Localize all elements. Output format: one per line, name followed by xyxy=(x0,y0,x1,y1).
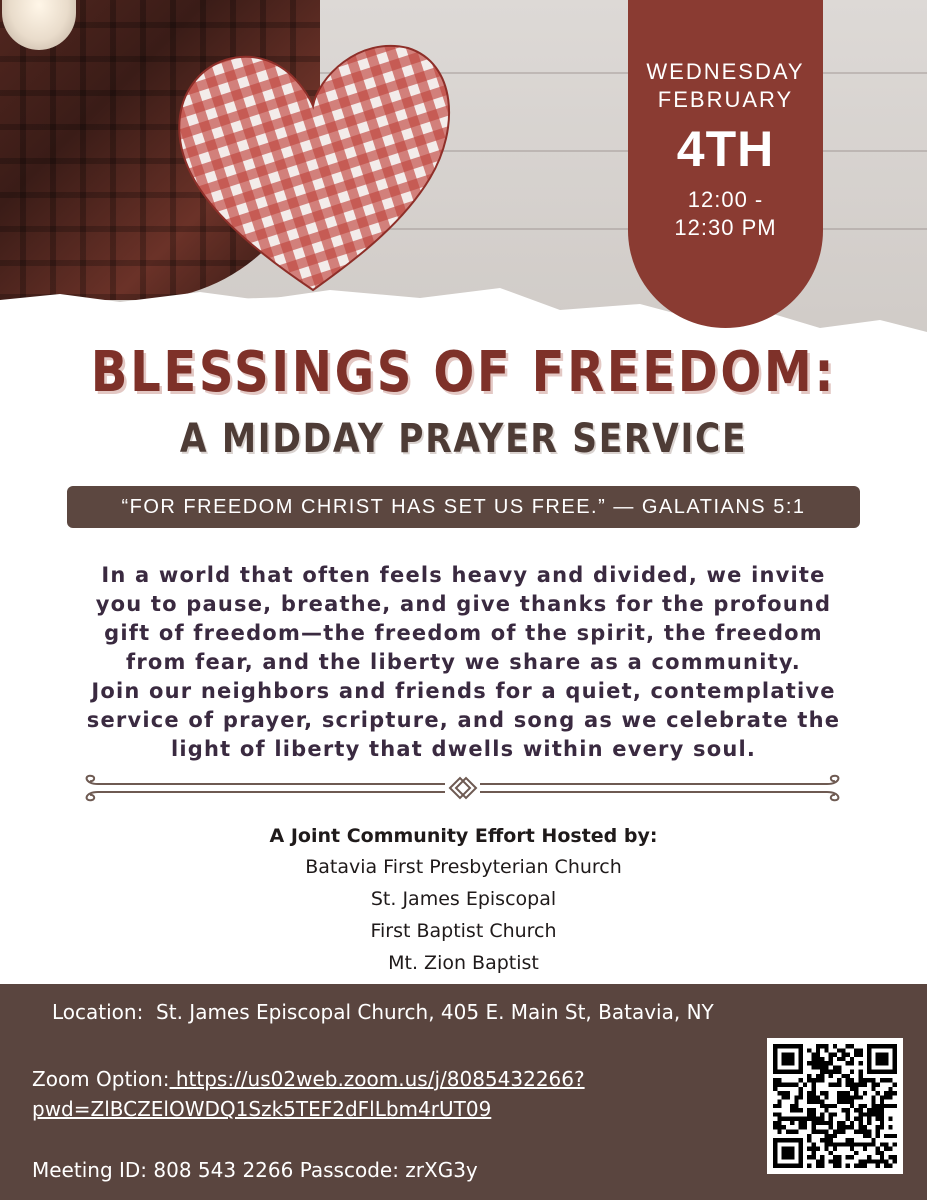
description-line: gift of freedom—the freedom of the spirit, the freedom xyxy=(104,621,823,645)
event-time-end: 12:30 PM xyxy=(674,215,777,240)
date-badge xyxy=(628,0,823,328)
hosts-heading: A Joint Community Effort Hosted by: xyxy=(269,825,658,847)
page-subtitle: A MIDDAY PRAYER SERVICE xyxy=(179,416,748,462)
description-line: from fear, and the liberty we share as a community. xyxy=(126,650,801,674)
hosts-section xyxy=(0,821,927,979)
event-description xyxy=(20,561,907,764)
qr-code-graphic xyxy=(773,1044,897,1168)
event-month: FEBRUARY xyxy=(657,87,794,112)
event-day: 4TH xyxy=(676,121,775,177)
zoom-link-part-2[interactable]: pwd=ZlBCZElOWDQ1Szk5TEF2dFlLbm4rUT09 xyxy=(32,1097,492,1121)
description-line: Join our neighbors and friends for a quiet, contemplative xyxy=(91,679,836,703)
description-line: you to pause, breathe, and give thanks for the profound xyxy=(95,592,832,616)
qr-code-icon[interactable] xyxy=(767,1038,903,1174)
description-line: service of prayer, scripture, and song as we celebrate the xyxy=(86,708,841,732)
zoom-label: Zoom Option: xyxy=(32,1067,170,1091)
gingham-heart-icon xyxy=(168,28,458,298)
meeting-id-passcode: Meeting ID: 808 543 2266 Passcode: zrXG3y xyxy=(32,1158,478,1182)
host-church: First Baptist Church xyxy=(370,920,557,942)
ornamental-divider-icon xyxy=(80,772,845,806)
event-day-of-week: WEDNESDAY xyxy=(646,59,805,84)
zoom-option xyxy=(32,1064,752,1124)
page-title: BLESSINGS OF FREEDOM: xyxy=(90,340,837,405)
location-text: Location: St. James Episcopal Church, 405 E. Main St, Batavia, NY xyxy=(52,1000,714,1024)
host-church: Batavia First Presbyterian Church xyxy=(305,856,622,878)
zoom-link-part-1[interactable]: https://us02web.zoom.us/j/8085432266? xyxy=(169,1067,585,1091)
host-church: St. James Episcopal xyxy=(370,888,557,910)
event-time-start: 12:00 - xyxy=(687,187,764,212)
scripture-verse-banner: “FOR FREEDOM CHRIST HAS SET US FREE.” — GALATIANS 5:1 xyxy=(67,486,860,528)
host-church: Mt. Zion Baptist xyxy=(388,952,539,974)
description-line: light of liberty that dwells within every soul. xyxy=(170,737,757,761)
description-line: In a world that often feels heavy and divided, we invite xyxy=(101,563,826,587)
event-info-footer xyxy=(0,984,927,1200)
